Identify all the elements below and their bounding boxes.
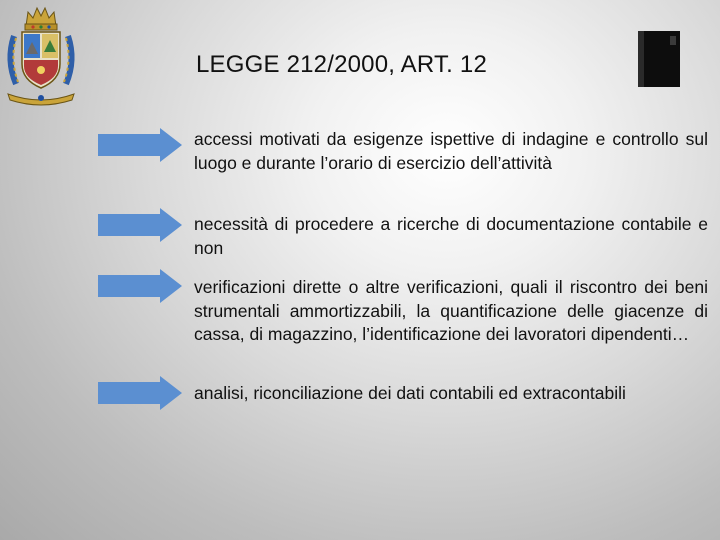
crest-emblem-icon <box>2 2 80 106</box>
bullet-item-text: analisi, riconciliazione dei dati contabili ed extracontabili <box>194 383 626 403</box>
right-arrow-icon <box>98 269 182 303</box>
bullet-item-text: verificazioni dirette o altre verificazioni, quali il riscontro dei beni strumentali ammortizzabili, la quantificazione delle giacenze di cassa, di magazzino, l’identificazione dei lavoratori dipendenti… <box>194 277 708 344</box>
bullet-item-text: accessi motivati da esigenze ispettive di indagine e controllo sul luogo e durante l’orario di esercizio dell’attività <box>194 129 708 173</box>
right-arrow-icon <box>98 128 182 162</box>
black-book-icon <box>636 30 682 88</box>
slide-title: LEGGE 212/2000, ART. 12 <box>196 51 488 78</box>
right-arrow-icon <box>98 208 182 242</box>
shield-icon <box>22 32 60 88</box>
bullet-item-text: necessità di procedere a ricerche di documentazione contabile e non <box>194 214 708 258</box>
right-arrow-icon <box>98 376 182 410</box>
crown-icon <box>25 8 57 30</box>
